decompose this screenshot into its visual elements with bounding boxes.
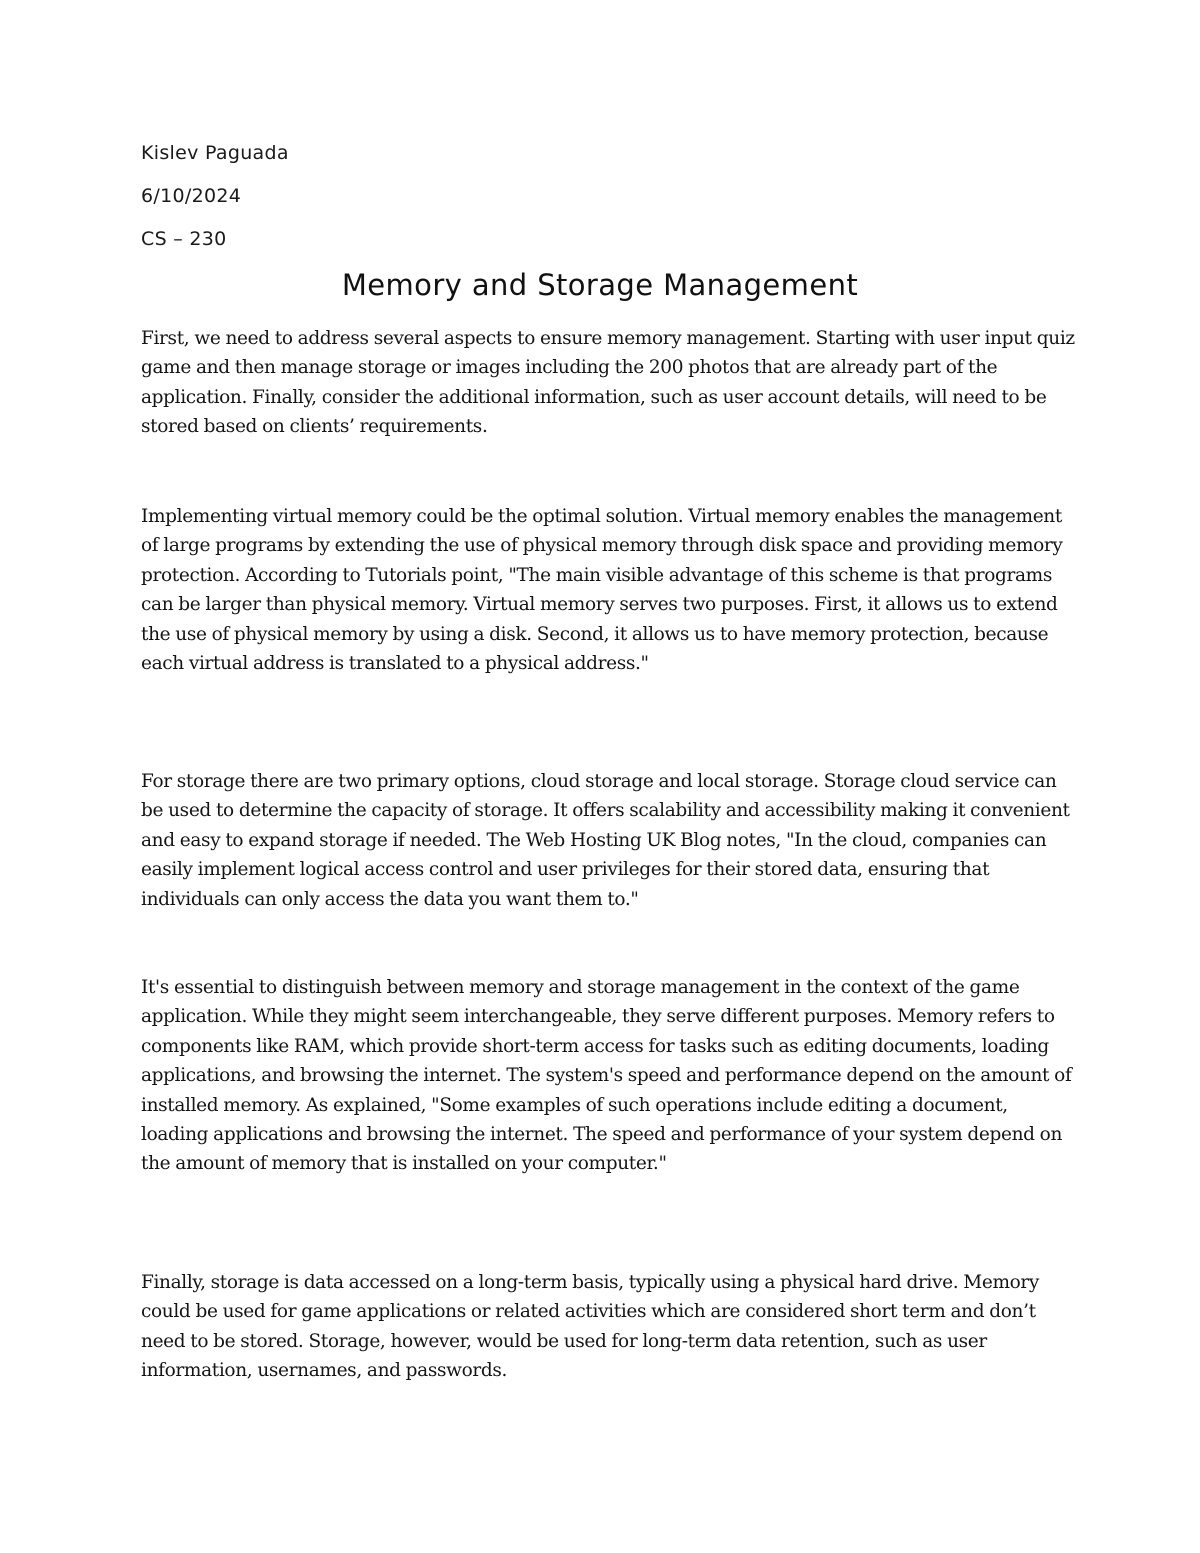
paragraph-storage-options: For storage there are two primary options, cloud storage and local storage. Storage cloud service can be used to determine the capacity of storage. It offers scalability and accessibility making it convenient and easy to expand storage if needed. The Web Hosting UK Blog notes, "In the cloud, companies can easily implement logical access control and user privileges for their stored data, ensuring that individuals can only access the data you want them to." <box>141 771 1070 910</box>
document-date: 6/10/2024 <box>141 185 242 207</box>
author-name: Kislev Paguada <box>141 142 289 164</box>
paragraph-memory-management-intro: First, we need to address several aspects to ensure memory management. Starting with user input quiz game and then manage storage or images including the 200 photos that are already part of the application. Finally, consider the additional information, such as user account details, will need to be stored based on clients’ requirements. <box>141 328 1075 438</box>
paragraph-virtual-memory: Implementing virtual memory could be the optimal solution. Virtual memory enables the management of large programs by extending the use of physical memory through disk space and providing memory protection. According to Tutorials point, "The main visible advantage of this scheme is that programs can be larger than physical memory. Virtual memory serves two purposes. First, it allows us to extend the use of physical memory by using a disk. Second, it allows us to have memory protection, because each virtual address is translated to a physical address." <box>141 506 1063 675</box>
paragraph-storage-conclusion: Finally, storage is data accessed on a long-term basis, typically using a physical hard drive. Memory could be used for game applications or related activities which are considered short term and don’t need to be stored. Storage, however, would be used for long-term data retention, such as user information, usernames, and passwords. <box>141 1272 1040 1382</box>
page-title: Memory and Storage Management <box>341 268 859 302</box>
course-code: CS – 230 <box>141 228 227 250</box>
paragraph-memory-vs-storage: It's essential to distinguish between memory and storage management in the context of the game application. While they might seem interchangeable, they serve different purposes. Memory refers to components like RAM, which provide short-term access for tasks such as editing documents, loading applications, and browsing the internet. The system's speed and performance depend on the amount of installed memory. As explained, "Some examples of such operations include editing a document, loading applications and browsing the internet. The speed and performance of your system depend on the amount of memory that is installed on your computer." <box>141 977 1072 1175</box>
